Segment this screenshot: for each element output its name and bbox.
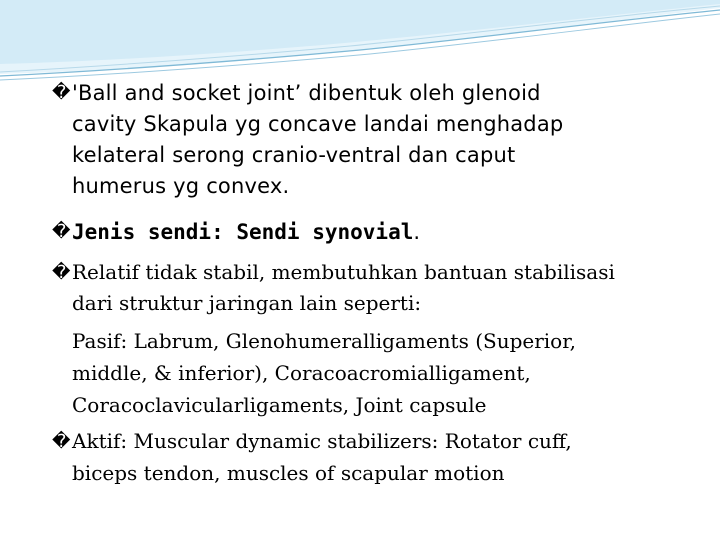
bullet-3-line-4: middle, & inferior), Coracoacromialligament, (72, 361, 531, 385)
bullet-4-line-2: biceps tendon, muscles of scapular motion (72, 461, 505, 485)
bullet-2-tail: . (413, 220, 421, 244)
bullet-4-line-1: Aktif: Muscular dynamic stabilizers: Rotator cuff, (72, 429, 572, 453)
bullet-3-line-5: Coracoclavicularligaments, Joint capsule (72, 393, 487, 417)
bullet-1-line-1: 'Ball and socket joint’ dibentuk oleh glenoid (72, 81, 541, 105)
bullet-1-line-3: kelateral serong cranio-ventral dan caput (72, 143, 516, 167)
bullet-3-line-1: Relatif tidak stabil, membutuhkan bantuan stabilisasi (72, 260, 615, 284)
bullet-2-main: Jenis sendi: Sendi synovial (72, 220, 414, 244)
bullet-marker-icon: � (52, 82, 71, 103)
bullet-3-line-2: dari struktur jaringan lain seperti: (72, 291, 422, 315)
bullet-1-line-2: cavity Skapula yg concave landai menghadap (72, 112, 564, 136)
bullet-3-line-3: Pasif: Labrum, Glenohumeralligaments (Superior, (72, 329, 576, 353)
bullet-marker-icon: � (52, 262, 71, 283)
bullet-1-line-4: humerus yg convex. (72, 174, 290, 198)
bullet-marker-icon: � (52, 221, 71, 242)
bullet-marker-icon: � (52, 431, 71, 452)
